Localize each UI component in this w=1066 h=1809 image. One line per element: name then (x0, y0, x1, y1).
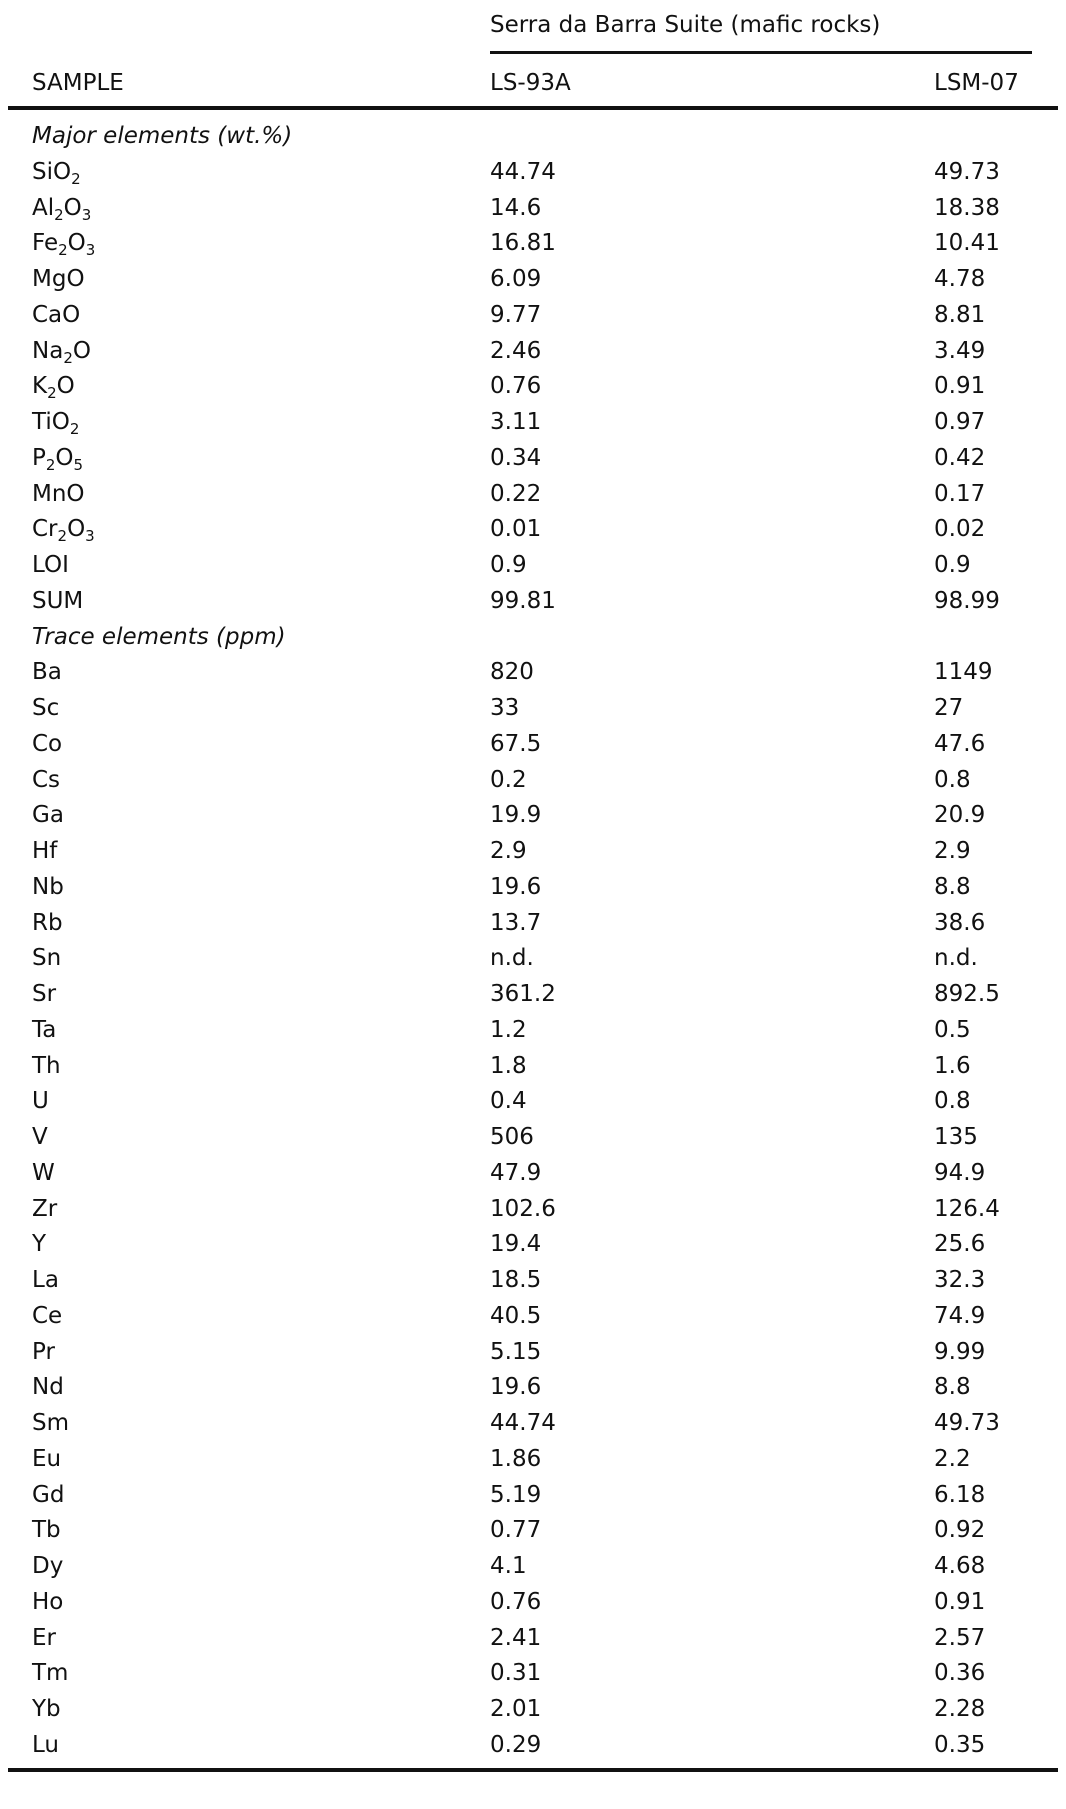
value-lsm-07: 20.9 (934, 802, 986, 829)
table-body (0, 119, 1066, 1764)
value-ls-93a: 0.2 (490, 766, 527, 793)
table-row (0, 1692, 1066, 1728)
value-lsm-07: 8.8 (934, 1374, 971, 1401)
value-lsm-07: 18.38 (934, 194, 1000, 221)
element-label: Nd (32, 1374, 64, 1401)
value-ls-93a: 33 (490, 695, 520, 721)
value-ls-93a: 0.01 (490, 516, 542, 543)
column-header-sample: SAMPLE (32, 70, 124, 96)
section-label: Major elements (wt.%) (32, 123, 293, 149)
table-row (0, 1084, 1066, 1120)
value-ls-93a: 16.81 (490, 230, 556, 257)
value-lsm-07: 94.9 (934, 1159, 986, 1186)
value-lsm-07: 8.8 (934, 873, 971, 900)
element-label: Ho (32, 1588, 64, 1615)
table-row (0, 655, 1066, 691)
value-lsm-07: 9.99 (934, 1338, 986, 1365)
table-row (0, 584, 1066, 620)
value-ls-93a: 820 (490, 659, 534, 686)
value-ls-93a: 361.2 (490, 981, 556, 1007)
value-lsm-07: 135 (934, 1124, 978, 1150)
element-label: Zr (32, 1195, 58, 1222)
value-ls-93a: 0.9 (490, 552, 527, 578)
value-lsm-07: 47.6 (934, 730, 986, 757)
table-row (0, 548, 1066, 584)
value-ls-93a: 0.76 (490, 373, 542, 400)
table-row (0, 1442, 1066, 1478)
value-ls-93a: 102.6 (490, 1195, 556, 1222)
value-ls-93a: 3.11 (490, 409, 542, 435)
section-label: Trace elements (ppm) (32, 623, 286, 650)
element-label: CaO (32, 301, 81, 328)
element-label: Ba (32, 659, 62, 686)
element-label: Ce (32, 1302, 63, 1329)
table-row (0, 1049, 1066, 1085)
element-label: Er (32, 1624, 56, 1651)
value-lsm-07: 2.57 (934, 1624, 986, 1651)
table-row (0, 941, 1066, 977)
column-header-ls-93a: LS-93A (490, 70, 571, 96)
value-ls-93a: 1.8 (490, 1052, 527, 1079)
value-lsm-07: 8.81 (934, 301, 986, 328)
table-row (0, 798, 1066, 834)
value-lsm-07: 98.99 (934, 587, 1000, 614)
value-ls-93a: 19.6 (490, 873, 542, 900)
table-row (0, 477, 1066, 513)
value-ls-93a: 1.2 (490, 1016, 527, 1043)
value-lsm-07: 2.28 (934, 1696, 986, 1722)
table-row (0, 405, 1066, 441)
table-row (0, 334, 1066, 370)
element-label: Y (32, 1231, 47, 1258)
value-ls-93a: 0.34 (490, 444, 542, 471)
table-row (0, 1227, 1066, 1263)
element-label: Th (32, 1052, 61, 1079)
value-lsm-07: 6.18 (934, 1481, 986, 1508)
value-lsm-07: 0.97 (934, 409, 986, 435)
value-ls-93a: 44.74 (490, 1410, 556, 1436)
element-label: La (32, 1267, 59, 1293)
table-row (0, 870, 1066, 906)
value-lsm-07: 0.5 (934, 1016, 971, 1043)
value-lsm-07: 49.73 (934, 1410, 1000, 1436)
value-ls-93a: 0.22 (490, 480, 542, 507)
element-label: Ta (32, 1016, 57, 1043)
value-lsm-07: 25.6 (934, 1231, 986, 1258)
group-header-rule (490, 51, 1032, 54)
value-ls-93a: 0.29 (490, 1731, 542, 1758)
value-lsm-07: 0.02 (934, 516, 986, 543)
value-ls-93a: 506 (490, 1124, 534, 1150)
value-lsm-07: 0.36 (934, 1660, 986, 1687)
column-header-lsm-07: LSM-07 (934, 70, 1019, 96)
element-label: MnO (32, 480, 85, 507)
table-row (0, 512, 1066, 548)
value-ls-93a: 2.9 (490, 838, 527, 864)
table-row (0, 226, 1066, 262)
value-lsm-07: 1149 (934, 659, 993, 686)
table-row (0, 1513, 1066, 1549)
element-label: Ga (32, 802, 64, 829)
element-label: Sr (32, 981, 57, 1007)
value-lsm-07: 126.4 (934, 1195, 1000, 1222)
element-label: MgO (32, 266, 85, 292)
section-header-row (0, 119, 1066, 155)
value-ls-93a: 14.6 (490, 194, 542, 221)
value-ls-93a: 5.15 (490, 1338, 542, 1365)
value-lsm-07: 2.2 (934, 1445, 971, 1472)
value-lsm-07: 27 (934, 695, 964, 721)
value-ls-93a: 5.19 (490, 1481, 542, 1508)
element-label: $K_2O$ (32, 373, 75, 403)
value-lsm-07: 0.9 (934, 552, 971, 578)
element-label: Lu (32, 1731, 59, 1758)
value-ls-93a: 2.41 (490, 1624, 542, 1651)
value-ls-93a: 19.9 (490, 802, 542, 829)
element-label: $Fe_2O_3$ (32, 230, 96, 260)
value-ls-93a: 0.77 (490, 1517, 542, 1544)
bottom-rule (8, 1768, 1058, 1772)
element-label: Co (32, 730, 63, 757)
value-lsm-07: 1.6 (934, 1052, 971, 1079)
table-row (0, 1156, 1066, 1192)
element-label: V (32, 1124, 48, 1150)
table-row (0, 1299, 1066, 1335)
value-lsm-07: 0.8 (934, 766, 971, 793)
value-lsm-07: 892.5 (934, 981, 1000, 1007)
table-row (0, 298, 1066, 334)
element-label: W (32, 1159, 55, 1186)
table-row (0, 1335, 1066, 1371)
element-label: Cs (32, 766, 61, 793)
table-row (0, 1621, 1066, 1657)
value-lsm-07: 0.91 (934, 373, 986, 400)
value-lsm-07: 74.9 (934, 1302, 986, 1329)
table-row (0, 1656, 1066, 1692)
value-ls-93a: 0.76 (490, 1588, 542, 1615)
element-label: $Na_2O$ (32, 337, 91, 367)
element-label: Yb (32, 1696, 61, 1722)
table-row (0, 906, 1066, 942)
element-label: LOI (32, 552, 69, 578)
value-lsm-07: 0.91 (934, 1588, 986, 1615)
element-label: $Cr_2O_3$ (32, 516, 95, 546)
value-lsm-07: 49.73 (934, 158, 1000, 185)
table-row (0, 155, 1066, 191)
value-lsm-07: 0.17 (934, 480, 986, 507)
value-ls-93a: 19.6 (490, 1374, 542, 1401)
value-ls-93a: 2.01 (490, 1696, 542, 1722)
table-row (0, 1478, 1066, 1514)
header-rule (8, 106, 1058, 110)
value-ls-93a: 1.86 (490, 1445, 542, 1472)
table-row (0, 1406, 1066, 1442)
value-ls-93a: 9.77 (490, 301, 542, 328)
table-row (0, 262, 1066, 298)
element-label: TiO$_2$ (32, 409, 80, 438)
table-row (0, 191, 1066, 227)
table-row (0, 1728, 1066, 1764)
element-label: Sm (32, 1410, 70, 1436)
element-label: Eu (32, 1445, 62, 1472)
value-ls-93a: 0.4 (490, 1088, 527, 1115)
table-row (0, 441, 1066, 477)
table-row (0, 1263, 1066, 1299)
group-header: Serra da Barra Suite (mafic rocks) (490, 12, 881, 38)
value-ls-93a: 6.09 (490, 266, 542, 292)
element-label: Rb (32, 909, 63, 936)
value-ls-93a: 4.1 (490, 1553, 527, 1579)
value-ls-93a: n.d. (490, 945, 534, 972)
table-row (0, 1192, 1066, 1228)
table-row (0, 1120, 1066, 1156)
value-lsm-07: 0.92 (934, 1517, 986, 1544)
value-ls-93a: 13.7 (490, 909, 542, 936)
table-row (0, 834, 1066, 870)
element-label: Pr (32, 1338, 55, 1365)
element-label: Nb (32, 873, 64, 900)
element-label: Gd (32, 1481, 65, 1508)
table-row (0, 691, 1066, 727)
element-label: Sn (32, 945, 62, 972)
value-lsm-07: 3.49 (934, 337, 986, 364)
table-row (0, 763, 1066, 799)
element-label: Sc (32, 695, 60, 721)
value-lsm-07: 0.42 (934, 444, 986, 471)
value-ls-93a: 67.5 (490, 730, 542, 757)
value-ls-93a: 0.31 (490, 1660, 542, 1687)
value-lsm-07: n.d. (934, 945, 978, 972)
value-ls-93a: 99.81 (490, 587, 556, 614)
value-lsm-07: 0.8 (934, 1088, 971, 1115)
table-row (0, 977, 1066, 1013)
section-header-row (0, 620, 1066, 656)
value-lsm-07: 4.78 (934, 266, 986, 292)
value-ls-93a: 19.4 (490, 1231, 542, 1258)
element-label: Hf (32, 838, 58, 864)
table-row (0, 1013, 1066, 1049)
value-ls-93a: 2.46 (490, 337, 542, 364)
element-label: SiO$_2$ (32, 158, 81, 188)
value-ls-93a: 18.5 (490, 1267, 542, 1293)
value-ls-93a: 44.74 (490, 158, 556, 185)
value-lsm-07: 0.35 (934, 1731, 986, 1758)
element-label: SUM (32, 587, 84, 614)
table-row (0, 1549, 1066, 1585)
table-row (0, 727, 1066, 763)
element-label: Tb (32, 1517, 61, 1544)
value-lsm-07: 32.3 (934, 1267, 986, 1293)
value-lsm-07: 4.68 (934, 1553, 986, 1579)
value-ls-93a: 47.9 (490, 1159, 542, 1186)
element-label: Tm (32, 1660, 69, 1687)
value-ls-93a: 40.5 (490, 1302, 542, 1329)
value-lsm-07: 10.41 (934, 230, 1000, 257)
element-label: $Al_2O_3$ (32, 194, 92, 224)
element-label: $P_2O_5$ (32, 444, 84, 474)
table-row (0, 1585, 1066, 1621)
value-lsm-07: 2.9 (934, 838, 971, 864)
table-row (0, 1370, 1066, 1406)
table-row (0, 369, 1066, 405)
value-lsm-07: 38.6 (934, 909, 986, 936)
element-label: U (32, 1088, 49, 1115)
element-label: Dy (32, 1553, 64, 1579)
